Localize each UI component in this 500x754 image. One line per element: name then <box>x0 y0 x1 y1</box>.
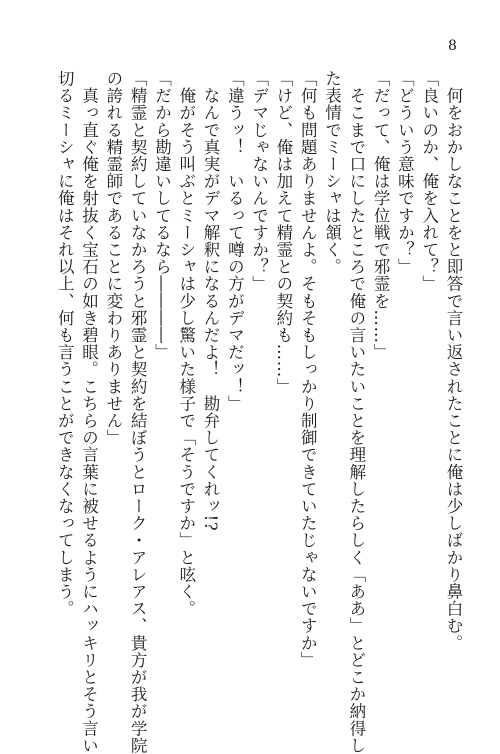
text-line: なんで真実がデマ解釈になるんだよ！ 勘弁してくれッ!? <box>201 70 221 532</box>
text-line: 「だって、俺は学位戦で邪霊を……」 <box>371 70 391 361</box>
text-line: そこまで口にしたところで俺の言いたいことを理解したらしく「ああ」とどこか納得し <box>346 70 366 754</box>
text-line: 真っ直ぐ俺を射抜く宝石の如き碧眼。こちらの言葉に被せるようにハッキリとそう言い <box>79 70 99 754</box>
text-line: の誇れる精霊師であることに変わりありません」 <box>103 70 123 447</box>
text-line: 「だから勘違いしてるなら――――」 <box>152 70 172 361</box>
text-line: た表情でミーシャは頷く。 <box>322 70 342 276</box>
text-line: 「どういう意味ですか？」 <box>395 70 415 276</box>
text-line: 「違うッ！ いるって噂の方がデマだッ！」 <box>225 70 245 412</box>
text-line: 何をおかしなことをと即答で言い返されたことに俺は少しばかり鼻白む。 <box>444 70 463 652</box>
text-line: 「デマじゃないんですか？」 <box>249 70 269 293</box>
text-line: 「良いのか、俺を入れて？」 <box>419 70 439 293</box>
text-line: 切るミーシャに俺はそれ以上、何も言うことができなくなってしまう。 <box>55 70 75 618</box>
page-number: 8 <box>448 38 457 54</box>
text-line: 「けど、俺は加えて精霊との契約も……」 <box>273 70 293 395</box>
text-line: 俺がそう叫ぶとミーシャは少し驚いた様子で「そうですか」と呟く。 <box>176 70 196 618</box>
text-line: 「精霊と契約していなかろうと邪霊と契約を結ぼうとローク・アレアス、貴方が我が学院 <box>128 70 148 754</box>
novel-body-text <box>52 70 465 754</box>
text-line: 「何も問題ありませんよ。そもそもしっかり制御できていたじゃないですか」 <box>298 70 318 669</box>
